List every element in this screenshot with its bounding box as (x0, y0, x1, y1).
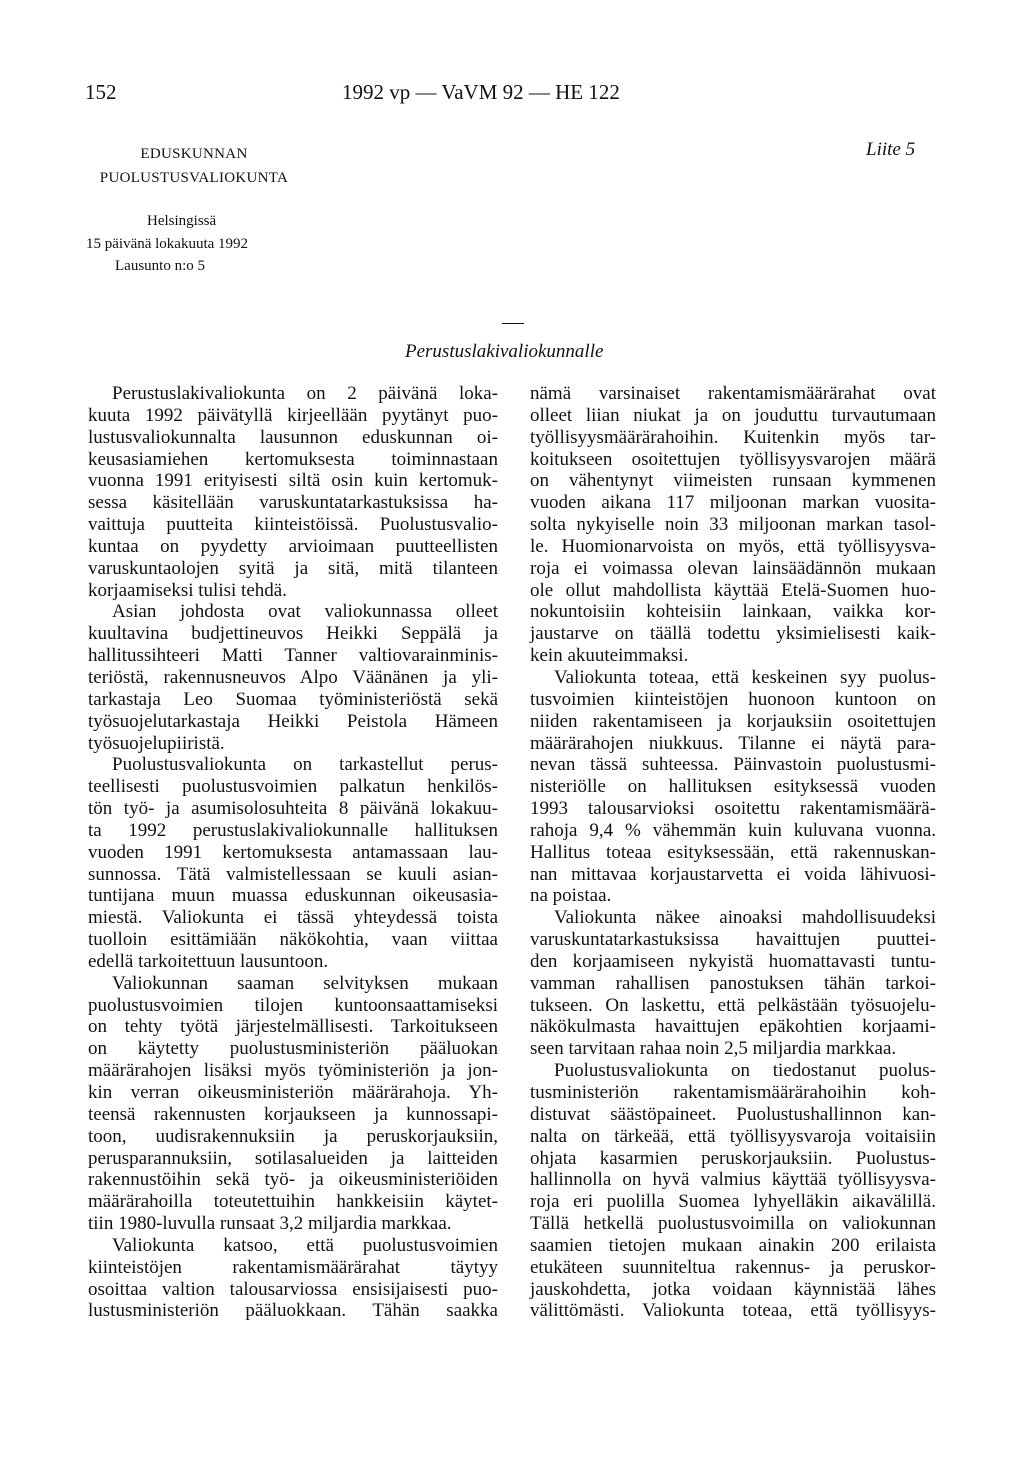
text-line: saamien tietojen mukaan ainakin 200 erilaista (530, 1234, 936, 1256)
text-line: Puolustusvaliokunta on tiedostanut puolus- (554, 1060, 936, 1082)
text-line: edellä tarkoitettuun lausuntoon. (88, 950, 329, 972)
text-line: varuskuntatarkastuksissa havaittujen puuttei- (530, 929, 936, 951)
text-line: määrärahoilla toteutettuihin hankkeisiin käytet- (88, 1191, 498, 1213)
text-line: toon, uudisrakennuksiin ja peruskorjauksiin, (88, 1125, 498, 1147)
text-line: vaittuja puutteita kiinteistöissä. Puolustusvalio- (88, 514, 498, 536)
page-number: 152 (85, 80, 117, 104)
text-line: vamman rahallisen panostuksen tähän tarkoi- (530, 972, 936, 994)
text-line: Hallitus toteaa esityksessään, että rakennuskan- (530, 841, 936, 863)
text-line: kein akuuteimmaksi. (530, 645, 689, 667)
text-line: kuntaa on pyydetty arvioimaan puutteellisten (88, 535, 498, 557)
text-line: ole ollut mahdollista käyttää Etelä-Suomen huo- (530, 579, 936, 601)
text-line: Valiokunta katsoo, että puolustusvoimien (112, 1234, 498, 1256)
text-line: määrärahojen niukkuus. Tilanne ei näytä para- (530, 732, 936, 754)
text-line: vuoden 1991 kertomuksesta antamassaan lau- (88, 841, 498, 863)
text-line: vuonna 1991 erityisesti siltä osin kuin kertomuk- (88, 470, 498, 492)
text-line: na poistaa. (530, 885, 612, 907)
text-line: hallinnolla on hyvä valmius käyttää työllisyysva- (530, 1169, 936, 1191)
text-line: rahoja 9,4 % vähemmän kuin kuluvana vuonna. (530, 819, 936, 841)
text-line: määrärahojen lisäksi myös työministeriön ja jon- (88, 1060, 498, 1082)
statement-number: Lausunto n:o 5 (115, 258, 205, 274)
text-line: nevan tässä suhteessa. Päinvastoin puolustusmi- (530, 754, 936, 776)
text-line: työllisyysmäärärahoihin. Kuitenkin myös tar- (530, 426, 936, 448)
text-line: nisteriölle on hallituksen esityksessä vuoden (530, 776, 936, 798)
text-line: tusministeriön rakentamismäärärahoihin koh- (530, 1082, 936, 1103)
text-line: Puolustusvaliokunta on tarkastellut perus- (112, 754, 498, 776)
text-line: puolustusvoimien tilojen kuntoonsaattamiseksi (88, 994, 498, 1016)
text-line: 1993 talousarvioksi osoitettu rakentamismäärä- (530, 798, 936, 820)
text-line: koitukseen osoitettujen työllisyysvarojen määrä (530, 448, 936, 470)
text-line: teellisesti puolustusvoimien palkatun henkilös- (88, 776, 498, 798)
text-line: miestä. Valiokunta ei tässä yhteydessä toista (88, 907, 498, 929)
text-line: perusparannuksiin, sotilasalueiden ja laitteiden (88, 1147, 498, 1169)
text-line: näkökulmasta havaittujen epäkohtien korjaami- (530, 1016, 936, 1038)
text-line: sunnossa. Tätä valmistellessaan se kuuli asian- (88, 863, 498, 885)
text-line: Perustuslakivaliokunta on 2 päivänä loka- (112, 383, 498, 404)
text-line: Valiokunta toteaa, että keskeinen syy puolus- (554, 666, 936, 688)
sender-place: Helsingissä (147, 213, 217, 229)
text-line: nokuntoisiin kohteisiin lainkaan, vaikka kor- (530, 601, 936, 623)
text-line: rakennustöihin sekä työ- ja oikeusministeriöiden (88, 1169, 498, 1191)
text-line: kiinteistöjen rakentamismäärärahat täytyy (88, 1256, 498, 1278)
text-line: le. Huomionarvoista on myös, että työllisyysva- (530, 535, 936, 557)
text-line: korjaamiseksi tulisi tehdä. (88, 579, 287, 601)
text-line: Tällä hetkellä puolustusvoimilla on valiokunnan (530, 1213, 936, 1235)
text-line: solta nykyiselle noin 33 miljoonan markan tasol- (530, 514, 936, 536)
addressee: Perustuslakivaliokunnalle (405, 341, 604, 362)
text-line: tarkastaja Leo Suomaa työministeriöstä sekä (88, 688, 498, 710)
text-line: olleet liian niukat ja on jouduttu turvautumaan (530, 404, 936, 426)
text-line: vuoden aikana 117 miljoonan markan vuosita- (530, 492, 936, 514)
text-line: den korjaamiseen nykyistä huomattavasti tuntu- (530, 950, 936, 972)
text-line: etukäteen suunniteltua rakennus- ja peruskor- (530, 1256, 936, 1278)
text-line: on vähentynyt viimeisten runsaan kymmenen (530, 470, 936, 492)
text-line: kuuta 1992 päivätyllä kirjeellään pyytänyt puo- (88, 404, 498, 426)
attachment-label: Liite 5 (866, 139, 916, 160)
running-head: 1992 vp — VaVM 92 — HE 122 (342, 80, 620, 104)
text-line: nalta on tärkeää, että työllisyysvaroja voitaisiin (530, 1125, 936, 1147)
text-line: lustusvaliokunnalta lausunnon eduskunnan oi- (88, 426, 498, 448)
text-line: tusvoimien kiinteistöjen huonoon kuntoon on (530, 688, 936, 710)
text-line: kin verran oikeusministeriön määrärahoja. Yh- (88, 1082, 498, 1103)
text-line: roja eri puolilla Suomea lyhyelläkin aikavälillä. (530, 1191, 936, 1213)
separator-rule (502, 323, 524, 324)
text-line: jaustarve on täällä todettu yksimielisesti kaik- (530, 623, 936, 645)
text-line: keusasiamiehen kertomuksesta toiminnastaan (88, 448, 498, 470)
text-line: on käytetty puolustusministeriön pääluokan (88, 1038, 498, 1060)
text-line: tuolloin esittämiään näkökohtia, vaan viittaa (88, 929, 498, 951)
text-line: kuultavina budjettineuvos Heikki Seppälä ja (88, 623, 498, 645)
sender-org-line2: PUOLUSTUSVALIOKUNTA (99, 170, 289, 186)
text-line: seen tarvitaan rahaa noin 2,5 miljardia markkaa. (530, 1038, 897, 1060)
text-line: tukseen. On laskettu, että pelkästään työsuojelu- (530, 994, 936, 1016)
sender-date: 15 päivänä lokakuuta 1992 (86, 236, 249, 252)
text-line: osoittaa valtion talousarviossa ensisijaisesti puo- (88, 1278, 498, 1300)
sender-org-line1: EDUSKUNNAN (140, 146, 248, 162)
text-line: on tehty työtä järjestelmällisesti. Tarkoitukseen (88, 1016, 498, 1038)
text-line: sessa käsitellään varuskuntatarkastuksissa ha- (88, 492, 498, 514)
text-line: niiden rakentamiseen ja korjauksiin osoitettujen (530, 710, 936, 732)
text-line: Valiokunnan saaman selvityksen mukaan (112, 972, 498, 994)
text-line: distuvat säästöpaineet. Puolustushallinnon kan- (530, 1103, 936, 1125)
text-line: tön työ- ja asumisolosuhteita 8 päivänä lokakuu- (88, 798, 498, 820)
text-line: hallitussihteeri Matti Tanner valtiovarainminis- (88, 645, 498, 667)
text-line: varuskuntaolojen syitä ja sitä, mitä tilanteen (88, 557, 498, 579)
text-line: Valiokunta näkee ainoaksi mahdollisuudeksi (554, 907, 936, 929)
text-line: tuntijana muun muassa eduskunnan oikeusasia- (88, 885, 498, 907)
text-line: lustusministeriön pääluokkaan. Tähän saakka (88, 1300, 498, 1322)
text-line: nämä varsinaiset rakentamismäärärahat ovat (530, 383, 936, 404)
text-line: tiin 1980-luvulla runsaat 3,2 miljardia markkaa. (88, 1213, 452, 1235)
text-line: nan mittavaa korjaustarvetta ei voida lähivuosi- (530, 863, 936, 885)
text-column-left (88, 383, 498, 1322)
text-column-right (530, 383, 936, 1322)
text-line: teriöstä, rakennusneuvos Alpo Väänänen ja yli- (88, 666, 498, 688)
text-line: jauskohdetta, jotka voidaan käynnistää lähes (530, 1278, 936, 1300)
text-line: ta 1992 perustuslakivaliokunnalle hallituksen (88, 819, 498, 841)
text-line: teensä rakennusten korjaukseen ja kunnossapi- (88, 1103, 498, 1125)
text-line: ohjata kasarmien peruskorjauksiin. Puolustus- (530, 1147, 936, 1169)
text-line: työsuojelutarkastaja Heikki Peistola Hämeen (88, 710, 498, 732)
text-line: välittömästi. Valiokunta toteaa, että työllisyys- (530, 1300, 936, 1322)
text-line: roja ei voimassa olevan lainsäädännön mukaan (530, 557, 936, 579)
text-line: Asian johdosta ovat valiokunnassa olleet (112, 601, 498, 623)
text-line: työsuojelupiiristä. (88, 732, 225, 754)
